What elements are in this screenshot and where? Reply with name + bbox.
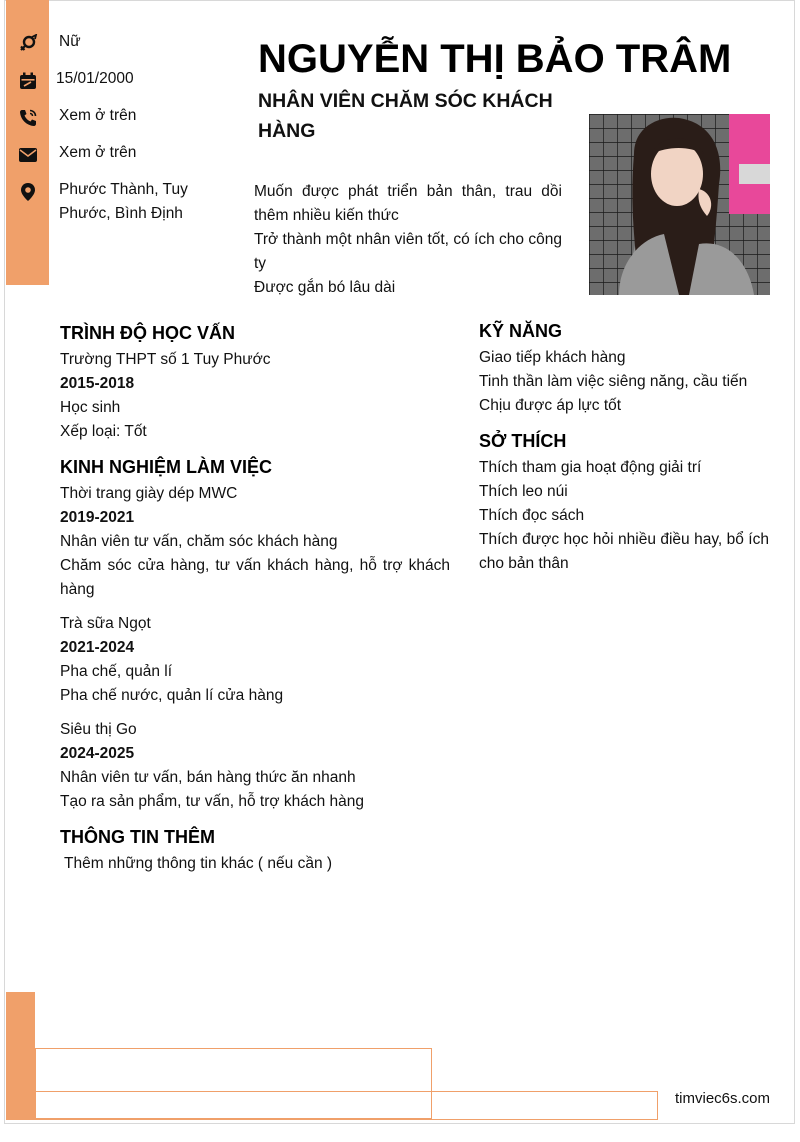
job-company: Siêu thị Go	[60, 721, 137, 738]
experience-section	[60, 454, 450, 814]
contact-gender	[17, 30, 217, 67]
candidate-name: NGUYỄN THỊ BẢO TRÂM	[258, 37, 732, 81]
objective-line: Được gắn bó lâu dài	[254, 279, 396, 296]
extra-info-section	[60, 824, 450, 876]
job-period: 2024-2025	[60, 745, 135, 762]
phone-icon	[17, 107, 39, 129]
footer-frame-line	[35, 1091, 658, 1120]
skill-item: Giao tiếp khách hàng	[479, 349, 626, 366]
skills-heading: KỸ NĂNG	[479, 321, 563, 341]
education-period: 2015-2018	[60, 375, 135, 392]
hobby-item: Thích leo núi	[479, 483, 568, 500]
hobby-item: Thích được học hỏi nhiều điều hay, bổ ích cho bản thân	[479, 531, 769, 572]
hobbies-heading: SỞ THÍCH	[479, 431, 567, 451]
job-description: Chăm sóc cửa hàng, tư vấn khách hàng, hỗ trợ khách hàng	[60, 557, 450, 598]
skills-section	[479, 318, 769, 418]
accent-bar-bottom	[6, 992, 35, 1120]
education-school: Trường THPT số 1 Tuy Phước	[60, 351, 271, 368]
job-company: Trà sữa Ngọt	[60, 615, 151, 632]
education-heading: TRÌNH ĐỘ HỌC VẤN	[60, 323, 235, 343]
objective-line: Trở thành một nhân viên tốt, có ích cho công ty	[254, 231, 562, 272]
job-position: Nhân viên tư vấn, bán hàng thức ăn nhanh	[60, 769, 356, 786]
education-role: Học sinh	[60, 399, 121, 416]
job-position: Nhân viên tư vấn, chăm sóc khách hàng	[60, 533, 338, 550]
contact-phone	[17, 104, 217, 141]
extra-info-heading: THÔNG TIN THÊM	[60, 827, 215, 847]
gender-icon	[17, 33, 39, 55]
job-position: Pha chế, quản lí	[60, 663, 173, 680]
left-column	[60, 320, 450, 886]
education-grade: Xếp loại: Tốt	[60, 423, 147, 440]
extra-info-text: Thêm những thông tin khác ( nếu cần )	[60, 855, 333, 872]
experience-heading: KINH NGHIỆM LÀM VIỆC	[60, 457, 273, 477]
career-objective	[254, 180, 562, 300]
gender-value: Nữ	[59, 33, 81, 50]
experience-item	[60, 482, 450, 602]
hobby-item: Thích tham gia hoạt động giải trí	[479, 459, 702, 476]
envelope-icon	[17, 144, 39, 166]
phone-value: Xem ở trên	[59, 107, 137, 124]
address-value: Phước Thành, Tuy Phước, Bình Định	[59, 181, 188, 222]
hobby-item: Thích đọc sách	[479, 507, 585, 524]
contact-list	[17, 30, 217, 228]
birthdate-value: 15/01/2000	[56, 70, 134, 87]
skill-item: Tinh thần làm việc siêng năng, cầu tiến	[479, 373, 748, 390]
contact-birthdate	[17, 67, 217, 104]
education-section	[60, 320, 450, 444]
contact-email	[17, 141, 217, 178]
contact-address	[17, 178, 217, 228]
job-period: 2019-2021	[60, 509, 135, 526]
job-description: Pha chế nước, quản lí cửa hàng	[60, 687, 284, 704]
footer-brand: timviec6s.com	[675, 1090, 771, 1107]
experience-item	[60, 612, 450, 708]
job-description: Tạo ra sản phẩm, tư vấn, hỗ trợ khách hàng	[60, 793, 365, 810]
job-company: Thời trang giày dép MWC	[60, 485, 238, 502]
email-value: Xem ở trên	[59, 144, 137, 161]
job-period: 2021-2024	[60, 639, 135, 656]
experience-item	[60, 718, 450, 814]
objective-line: Muốn được phát triển bản thân, trau dồi thêm nhiều kiến thức	[254, 183, 562, 224]
right-column	[479, 318, 769, 586]
skill-item: Chịu được áp lực tốt	[479, 397, 622, 414]
job-title: NHÂN VIÊN CHĂM SÓC KHÁCH HÀNG	[258, 90, 553, 142]
hobbies-section	[479, 428, 769, 576]
location-pin-icon	[17, 181, 39, 203]
profile-photo	[589, 114, 770, 295]
calendar-icon	[17, 70, 39, 92]
